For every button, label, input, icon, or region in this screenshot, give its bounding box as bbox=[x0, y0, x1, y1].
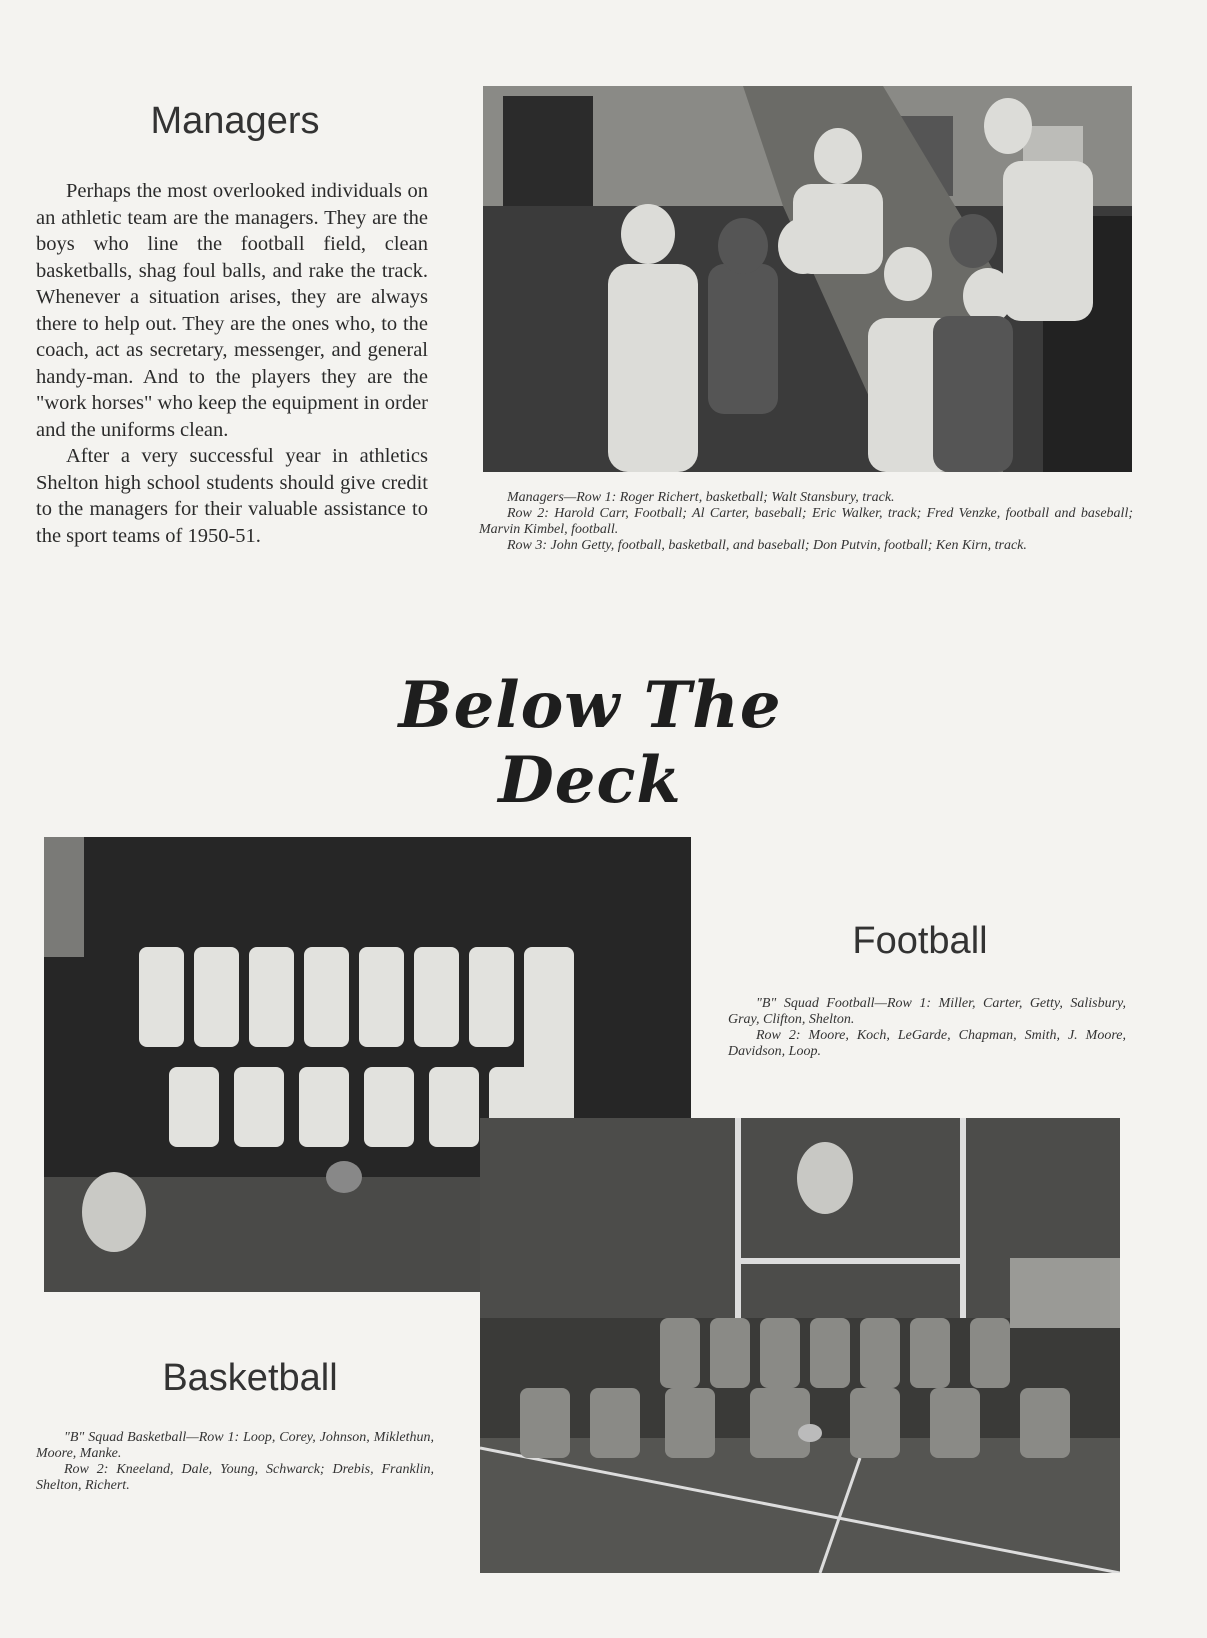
caption-line: Managers—Row 1: Roger Richert, basketball; Walt Stansbury, track. bbox=[507, 490, 895, 505]
caption-line: Row 3: John Getty, football, basketball, and baseball; Don Putvin, football; Ken Kirn, track. bbox=[507, 538, 1027, 553]
managers-paragraph: After a very successful year in athletics Shelton high school students should give credit to the managers for their valuable assistance to the sport teams of 1950-51. bbox=[36, 445, 428, 547]
basketball-caption bbox=[36, 1430, 434, 1494]
caption-line: "B" Squad Basketball—Row 1: Loop, Corey, Johnson, Miklethun, Moore, Manke. bbox=[36, 1430, 434, 1461]
section-title: Below The Deck bbox=[398, 668, 782, 818]
football-caption bbox=[728, 996, 1126, 1060]
football-photo bbox=[480, 1118, 1120, 1573]
football-heading: Football bbox=[852, 920, 988, 962]
managers-photo bbox=[483, 86, 1132, 472]
caption-line: Row 2: Harold Carr, Football; Al Carter, baseball; Eric Walker, track; Fred Venzke, football and baseball; Marvin Kimbel, football. bbox=[479, 506, 1133, 537]
managers-paragraph: Perhaps the most overlooked individuals on an athletic team are the managers. They are the boys who line the football field, clean basketballs, shag foul balls, and rake the track. Whenever a situation arises, they are always there to help out. They are the ones who, to the coach, act as secretary, messenger, and general handy-man. And to the players they are the "work horses" who keep the equipment in order and the uniforms clean. bbox=[36, 180, 428, 441]
caption-line: Row 2: Moore, Koch, LeGarde, Chapman, Smith, J. Moore, Davidson, Loop. bbox=[728, 1028, 1126, 1059]
managers-caption bbox=[479, 490, 1133, 554]
caption-line: "B" Squad Football—Row 1: Miller, Carter, Getty, Salisbury, Gray, Clifton, Shelton. bbox=[728, 996, 1126, 1027]
managers-body bbox=[36, 178, 428, 549]
managers-heading: Managers bbox=[150, 100, 320, 142]
basketball-heading: Basketball bbox=[162, 1357, 338, 1399]
caption-line: Row 2: Kneeland, Dale, Young, Schwarck; Drebis, Franklin, Shelton, Richert. bbox=[36, 1462, 434, 1493]
